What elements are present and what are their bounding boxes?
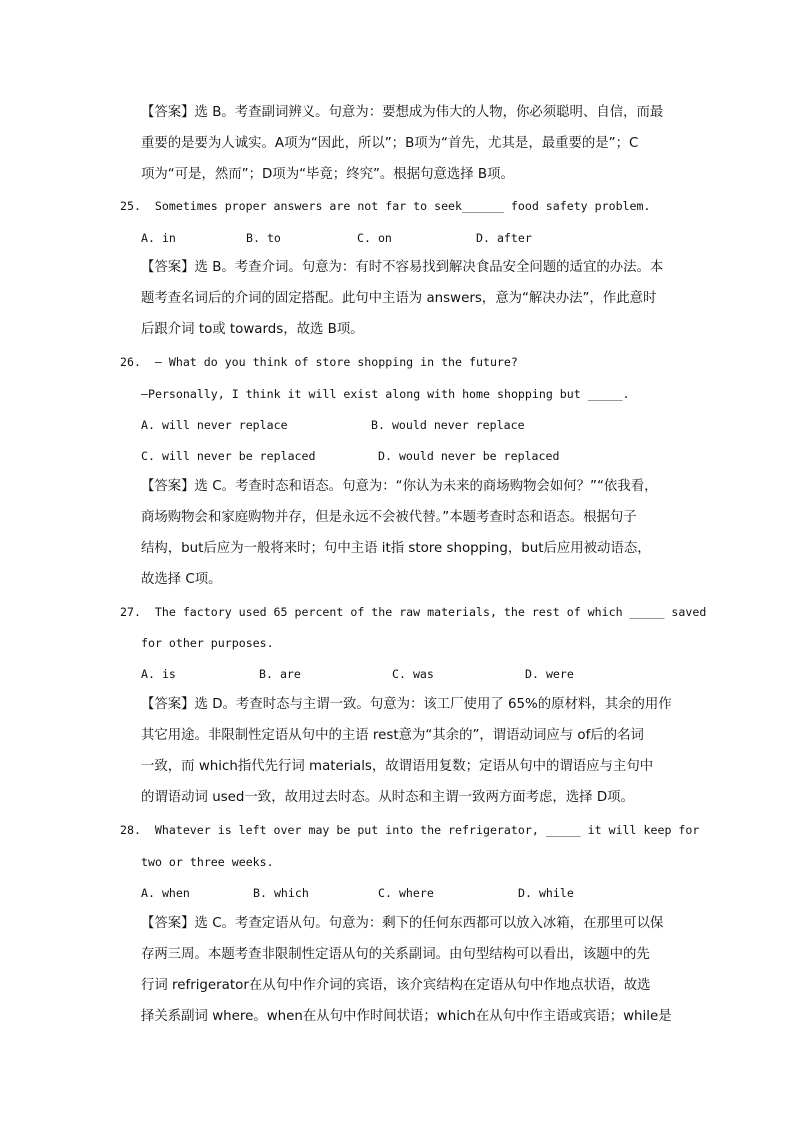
answer-24-line-2: 重要的是要为人诚实。A项为“因此，所以”；B项为“首先，尤其是，最重要的是”；C xyxy=(141,136,639,151)
question-28-line-2: two or three weeks. xyxy=(141,855,274,869)
answer-27-line-2: 其它用途。非限制性定语从句中的主语 rest意为“其余的”，谓语动词应与 of后的名词 xyxy=(141,728,644,743)
answer-28-line-1: 【答案】选 C。考查定语从句。句意为：剩下的任何东西都可以放入冰箱，在那里可以保 xyxy=(141,916,664,931)
q28-option-b: B. which xyxy=(253,886,309,900)
answer-25-line-1: 【答案】选 B。考查介词。句意为：有时不容易找到解决食品安全问题的适宜的办法。本 xyxy=(141,260,664,275)
answer-28-line-4: 择关系副词 where。when在从句中作时间状语；which在从句中作主语或宾语；while是 xyxy=(141,1009,672,1024)
answer-28-line-3: 行词 refrigerator在从句中作介词的宾语，该介宾结构在定语从句中作地点状语，故选 xyxy=(141,978,651,993)
question-27-line-2: for other purposes. xyxy=(141,636,274,650)
answer-25-line-2: 题考查名词后的介词的固定搭配。此句中主语为 answers，意为“解决办法”，作此意时 xyxy=(141,291,657,306)
q25-option-a: A. in xyxy=(141,231,176,245)
answer-27-line-3: 一致，而 which指代先行词 materials，故谓语用复数；定语从句中的谓语应与主句中 xyxy=(141,759,654,774)
q28-option-d: D. while xyxy=(518,886,574,900)
q25-option-b: B. to xyxy=(246,231,281,245)
q26-option-d: D. would never be replaced xyxy=(378,449,560,463)
question-27-line-1: 27. The factory used 65 percent of the raw materials, the rest of which _____ saved xyxy=(120,605,707,619)
answer-27-line-4: 的谓语动词 used一致，故用过去时态。从时态和主谓一致两方面考虑，选择 D项。 xyxy=(141,790,634,805)
answer-26-line-3: 结构，but后应为一般将来时；句中主语 it指 store shopping，but后应用被动语态， xyxy=(141,541,651,556)
q25-option-c: C. on xyxy=(357,231,392,245)
answer-24-line-3: 项为“可是，然而”；D项为“毕竟；终究”。根据句意选择 B项。 xyxy=(141,167,514,182)
answer-26-line-2: 商场购物会和家庭购物并存，但是永远不会被代替。”本题考查时态和语态。根据句子 xyxy=(141,510,637,525)
q27-option-d: D. were xyxy=(525,667,574,681)
q26-option-a: A. will never replace xyxy=(141,418,288,432)
q28-option-c: C. where xyxy=(378,886,434,900)
q27-option-b: B. are xyxy=(259,667,301,681)
q28-option-a: A. when xyxy=(141,886,190,900)
answer-26-line-1: 【答案】选 C。考查时态和语态。句意为：“你认为未来的商场购物会如何？”“依我看， xyxy=(141,479,658,494)
q27-option-a: A. is xyxy=(141,667,176,681)
q26-option-c: C. will never be replaced xyxy=(141,449,316,463)
q27-option-c: C. was xyxy=(392,667,434,681)
answer-27-line-1: 【答案】选 D。考查时态与主谓一致。句意为：该工厂使用了 65%的原材料，其余的用作 xyxy=(141,697,672,712)
answer-24-line-1: 【答案】选 B。考查副词辨义。句意为：要想成为伟大的人物，你必须聪明、自信，而最 xyxy=(141,105,664,120)
answer-26-line-4: 故选择 C项。 xyxy=(141,572,222,587)
question-28-line-1: 28. Whatever is left over may be put into the refrigerator, _____ it will keep for xyxy=(120,823,700,837)
answer-25-line-3: 后跟介词 to或 towards，故选 B项。 xyxy=(141,322,364,337)
q26-option-b: B. would never replace xyxy=(371,418,525,432)
question-26-line-1: 26. — What do you think of store shopping in the future? xyxy=(120,355,518,369)
answer-28-line-2: 存两三周。本题考查非限制性定语从句的关系副词。由句型结构可以看出，该题中的先 xyxy=(141,947,650,962)
q25-option-d: D. after xyxy=(476,231,532,245)
question-26-line-2: —Personally, I think it will exist along with home shopping but _____. xyxy=(141,387,630,401)
question-25: 25. Sometimes proper answers are not far to seek______ food safety problem. xyxy=(120,199,651,213)
